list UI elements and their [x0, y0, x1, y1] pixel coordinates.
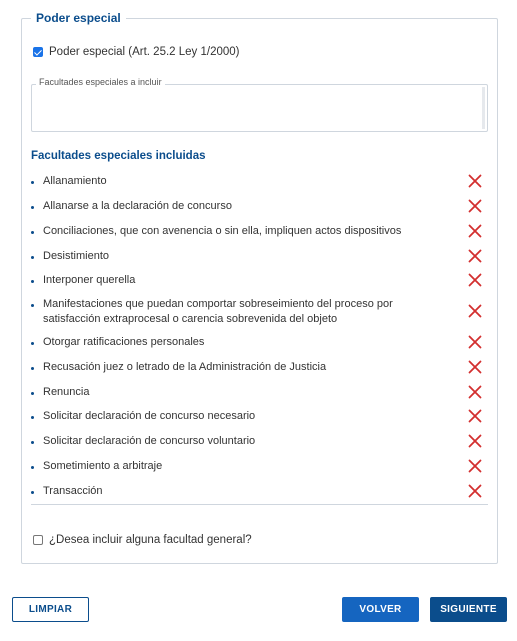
bullet — [31, 206, 34, 209]
list-item — [31, 434, 488, 456]
close-icon[interactable] — [468, 335, 482, 349]
list-item-label: Interponer querella — [43, 274, 136, 286]
list-item-label: Allanarse a la declaración de concurso — [43, 200, 232, 212]
bullet — [31, 231, 34, 234]
close-icon[interactable] — [468, 459, 482, 473]
facultad-general-checkbox-row[interactable] — [33, 534, 252, 546]
bullet — [31, 491, 34, 494]
list-item — [31, 385, 488, 407]
list-item — [31, 249, 488, 271]
bullet — [31, 367, 34, 370]
bullet — [31, 304, 34, 307]
poder-especial-checkbox-row[interactable] — [33, 46, 240, 58]
section-legend: Poder especial — [31, 11, 126, 25]
bullet — [31, 342, 34, 345]
close-icon[interactable] — [468, 385, 482, 399]
close-icon[interactable] — [468, 304, 482, 318]
bullet — [31, 466, 34, 469]
list-item-label: Conciliaciones, que con avenencia o sin ella, impliquen actos dispositivos — [43, 225, 402, 237]
bullet — [31, 392, 34, 395]
close-icon[interactable] — [468, 249, 482, 263]
list-item — [31, 297, 488, 329]
list-item — [31, 335, 488, 357]
list-item-label: Renuncia — [43, 386, 90, 398]
poder-especial-label: Poder especial (Art. 25.2 Ley 1/2000) — [49, 46, 240, 58]
close-icon[interactable] — [468, 174, 482, 188]
facultades-especiales-label: Facultades especiales a incluir — [36, 77, 165, 87]
list-item — [31, 174, 488, 196]
close-icon[interactable] — [468, 434, 482, 448]
siguiente-button[interactable]: SIGUIENTE — [430, 597, 507, 622]
list-item — [31, 199, 488, 221]
facultad-general-checkbox[interactable] — [33, 535, 43, 545]
list-item — [31, 273, 488, 295]
list-item — [31, 360, 488, 382]
list-item — [31, 224, 488, 246]
list-item-label: Manifestaciones que puedan comportar sobreseimiento del proceso por satisfacción extraprocesal o carencia sobrevenida del objeto — [43, 298, 393, 325]
list-item-label: Solicitar declaración de concurso voluntario — [43, 435, 256, 447]
poder-especial-checkbox[interactable] — [33, 47, 43, 57]
close-icon[interactable] — [468, 484, 482, 498]
list-item — [31, 484, 488, 506]
close-icon[interactable] — [468, 360, 482, 374]
list-divider — [31, 504, 488, 505]
textarea-scrollbar[interactable] — [482, 87, 485, 129]
facultades-incluidas-title: Facultades especiales incluidas — [31, 150, 206, 162]
list-item-label: Allanamiento — [43, 175, 107, 187]
bullet — [31, 256, 34, 259]
list-item-label: Transacción — [43, 485, 103, 497]
list-item-label: Solicitar declaración de concurso necesario — [43, 410, 256, 422]
facultad-general-label: ¿Desea incluir alguna facultad general? — [49, 534, 252, 546]
facultades-especiales-textarea[interactable] — [31, 84, 488, 132]
limpiar-button[interactable]: LIMPIAR — [12, 597, 89, 622]
volver-button[interactable]: VOLVER — [342, 597, 419, 622]
bullet — [31, 416, 34, 419]
bullet — [31, 441, 34, 444]
close-icon[interactable] — [468, 409, 482, 423]
close-icon[interactable] — [468, 199, 482, 213]
list-item-label: Otorgar ratificaciones personales — [43, 336, 205, 348]
list-item-label: Sometimiento a arbitraje — [43, 460, 163, 472]
list-item-label: Desistimiento — [43, 250, 110, 262]
close-icon[interactable] — [468, 224, 482, 238]
list-item-label: Recusación juez o letrado de la Administración de Justicia — [43, 361, 327, 373]
bullet — [31, 181, 34, 184]
list-item — [31, 459, 488, 481]
bullet — [31, 280, 34, 283]
close-icon[interactable] — [468, 273, 482, 287]
list-item — [31, 409, 488, 431]
